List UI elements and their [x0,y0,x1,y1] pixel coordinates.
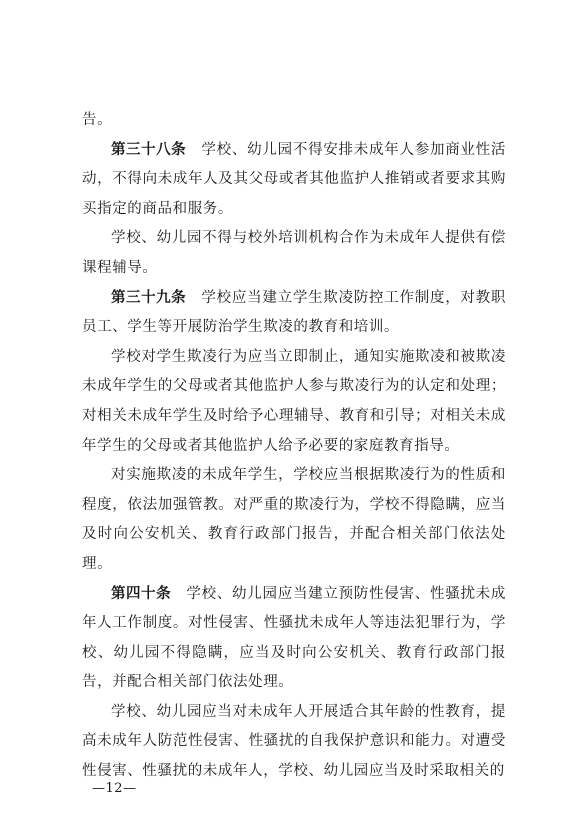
paragraph-text: 学校、幼儿园不得与校外培训机构合作为未成年人提供有偿课程辅导。 [82,230,506,276]
paragraph-4 [82,343,506,461]
paragraph-7 [82,698,506,787]
article-heading-38: 第三十八条 [111,141,187,158]
paragraph-5 [82,461,506,579]
page-number: —12— [92,781,137,796]
paragraph-text: 对实施欺凌的未成年学生，学校应当根据欺凌行为的性质和程度，依法加强管教。对严重的欺凌行为，学校不得隐瞒，应当及时向公安机关、教育行政部门报告，并配合相关部门依法处理。 [82,467,506,572]
paragraph-text: 学校、幼儿园应当建立预防性侵害、性骚扰未成年人工作制度。对性侵害、性骚扰未成年人等违法犯罪行为，学校、幼儿园不得隐瞒，应当及时向公安机关、教育行政部门报告，并配合相关部门依法处理。 [82,585,507,691]
paragraph-article-40 [82,580,506,698]
paragraph-text: 告。 [82,112,113,128]
paragraph-2 [82,224,506,283]
paragraph-text: 学校对学生欺凌行为应当立即制止，通知实施欺凌和被欺凌未成年学生的父母或者其他监护人参与欺凌行为的认定和处理；对相关未成年学生及时给予心理辅导、教育和引导；对相关未成年学生的父母或者其他监护人给予必要的家庭教育指导。 [82,348,506,454]
paragraph-text: 学校、幼儿园不得安排未成年人参加商业性活动，不得向未成年人及其父母或者其他监护人推销或者要求其购买指定的商品和服务。 [82,141,506,217]
document-body [82,106,506,787]
paragraph-0 [82,106,506,136]
article-heading-40: 第四十条 [111,585,172,602]
paragraph-text: 学校应当建立学生欺凌防控工作制度，对教职员工、学生等开展防治学生欺凌的教育和培训。 [82,289,506,336]
paragraph-article-39 [82,284,506,343]
paragraph-article-38 [82,136,506,225]
article-heading-39: 第三十九条 [111,289,187,306]
paragraph-text: 学校、幼儿园应当对未成年人开展适合其年龄的性教育，提高未成年人防范性侵害、性骚扰的自我保护意识和能力。对遭受性侵害、性骚扰的未成年人，学校、幼儿园应当及时采取相关的 [82,703,506,780]
